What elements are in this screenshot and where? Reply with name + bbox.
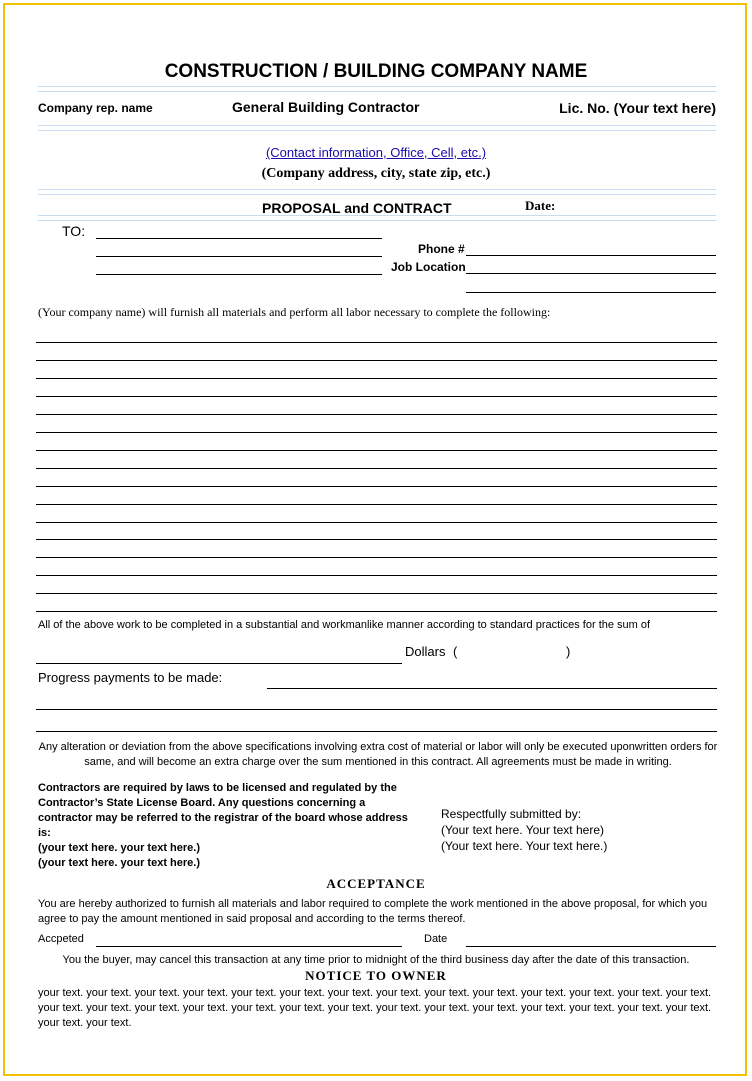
submitted-line-1: (Your text here. Your text here) bbox=[441, 823, 604, 837]
acceptance-date-line[interactable] bbox=[466, 946, 716, 947]
license-notice-line-2: (your text here. your text here.) bbox=[38, 857, 200, 869]
scope-line[interactable] bbox=[36, 468, 717, 469]
accepted-signature-line[interactable] bbox=[96, 946, 402, 947]
license-notice-text: Contractors are required by laws to be licensed and regulated by the Contractor’s State License Board. Any questions concerning a contractor may be referred to the registrar of the board whose address is: bbox=[38, 782, 408, 839]
job-location-label: Job Location bbox=[391, 260, 466, 274]
license-number: Lic. No. (Your text here) bbox=[559, 100, 716, 116]
acceptance-date-label: Date bbox=[424, 933, 448, 945]
to-line-2[interactable] bbox=[96, 256, 382, 257]
header-rule-bottom bbox=[38, 189, 716, 195]
dollars-paren-close: ) bbox=[566, 644, 571, 659]
scope-line[interactable] bbox=[36, 522, 717, 523]
job-location-line-2[interactable] bbox=[466, 292, 716, 293]
job-location-line[interactable] bbox=[466, 273, 716, 274]
accepted-label: Accpeted bbox=[38, 933, 84, 945]
acceptance-text: You are hereby authorized to furnish all materials and labor required to complete the work mentioned in the above proposal, for which you agree to pay the amount mentioned in said proposal and according to the terms thereof. bbox=[38, 898, 708, 925]
license-notice-line-1: (your text here. your text here.) bbox=[38, 842, 200, 854]
scope-line[interactable] bbox=[36, 539, 717, 540]
acceptance-title: ACCEPTANCE bbox=[326, 876, 426, 891]
submitted-by-label: Respectfully submitted by: bbox=[441, 807, 582, 821]
proposal-rule bbox=[38, 215, 716, 221]
submitted-line-2: (Your text here. Your text here.) bbox=[441, 839, 608, 853]
to-line-1[interactable] bbox=[96, 238, 382, 239]
scope-line[interactable] bbox=[36, 504, 717, 505]
cancel-clause: You the buyer, may cancel this transaction at any time prior to midnight of the third business day after the date of this transaction. bbox=[62, 954, 690, 966]
scope-line[interactable] bbox=[36, 396, 717, 397]
to-line-3[interactable] bbox=[96, 274, 382, 275]
scope-line[interactable] bbox=[36, 342, 717, 343]
contractor-type: General Building Contractor bbox=[232, 99, 420, 115]
dollars-label: Dollars bbox=[405, 644, 446, 659]
company-name-title: CONSTRUCTION / BUILDING COMPANY NAME bbox=[164, 61, 588, 82]
completed-statement: All of the above work to be completed in a substantial and workmanlike manner according to standard practices for the sum of bbox=[38, 619, 651, 631]
progress-line-2[interactable] bbox=[36, 709, 717, 710]
scope-line[interactable] bbox=[36, 450, 717, 451]
scope-line[interactable] bbox=[36, 557, 717, 558]
company-rep-name: Company rep. name bbox=[38, 101, 153, 115]
scope-line[interactable] bbox=[36, 432, 717, 433]
notice-text: your text. your text. your text. your text. your text. your text. your text. your text. your text. your text. your text. your text. your text. your text. your text. your text. your text. your text. your text. your text. your text. your text. your text. your text. your text. your text. your text. your text. your text. your text. bbox=[38, 987, 712, 1029]
company-address: (Company address, city, state zip, etc.) bbox=[261, 166, 491, 181]
scope-line[interactable] bbox=[36, 575, 717, 576]
progress-line-1[interactable] bbox=[267, 688, 717, 689]
progress-payments-label: Progress payments to be made: bbox=[38, 670, 223, 685]
scope-line[interactable] bbox=[36, 593, 717, 594]
header-rule-top bbox=[38, 86, 716, 92]
scope-line[interactable] bbox=[36, 414, 717, 415]
phone-label: Phone # bbox=[418, 242, 465, 256]
phone-line[interactable] bbox=[466, 255, 716, 256]
notice-to-owner-title: NOTICE TO OWNER bbox=[305, 968, 447, 983]
scope-line[interactable] bbox=[36, 360, 717, 361]
date-label: Date: bbox=[525, 198, 556, 213]
sum-line[interactable] bbox=[36, 663, 402, 664]
furnish-statement: (Your company name) will furnish all materials and perform all labor necessary to complete the following: bbox=[38, 305, 551, 319]
scope-line[interactable] bbox=[36, 611, 717, 612]
header-rule-middle bbox=[38, 125, 716, 131]
proposal-title: PROPOSAL and CONTRACT bbox=[262, 200, 452, 216]
to-label: TO: bbox=[62, 223, 86, 239]
license-notice bbox=[38, 781, 408, 871]
progress-line-3[interactable] bbox=[36, 731, 717, 732]
scope-line[interactable] bbox=[36, 378, 717, 379]
respectfully-submitted bbox=[441, 806, 607, 854]
dollars-paren-open: ( bbox=[453, 644, 458, 659]
alteration-clause: Any alteration or deviation from the above specifications involving extra cost of material or labor will only be executed uponwritten orders for same, and will become an extra charge over the sum mentioned in this contract. All agreements must be made in writing. bbox=[38, 741, 718, 768]
scope-line[interactable] bbox=[36, 486, 717, 487]
contact-info-link[interactable]: (Contact information, Office, Cell, etc.) bbox=[265, 145, 487, 160]
